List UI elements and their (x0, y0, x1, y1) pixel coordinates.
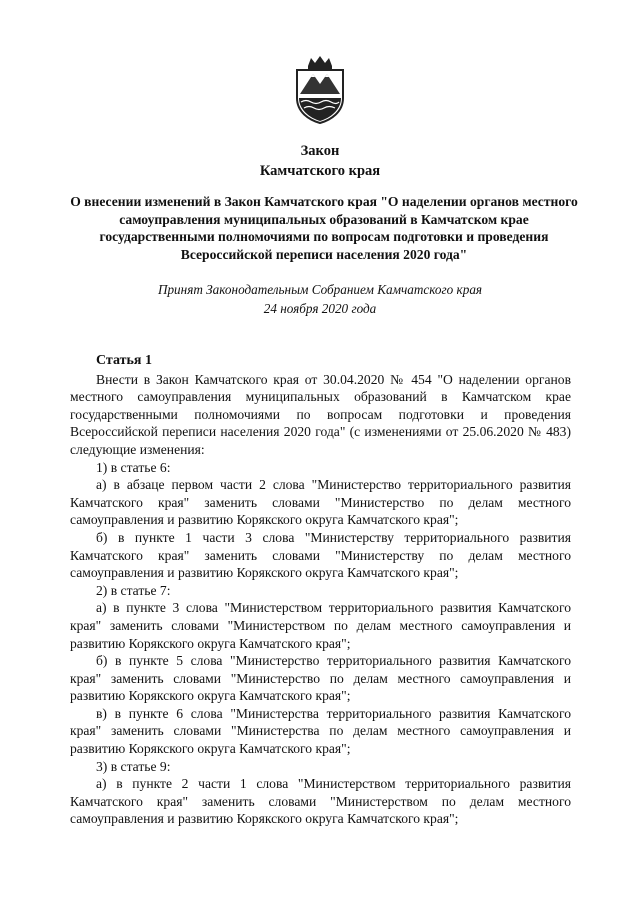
article-title: Статья 1 (96, 353, 152, 368)
law-title-line2: Камчатского края (259, 163, 381, 179)
law-heading: О внесении изменений в Закон Камчатского края "О наделении органов местного самоуправления муниципальных образований в Камчатском крае государственными полномочиями по вопросам подготовки и проведения Всероссийской переписи населения 2020 года" (70, 194, 578, 262)
paragraph: 1) в статье 6: (96, 459, 171, 475)
paragraph: а) в пункте 2 части 1 слова "Министерством территориального развития Камчатского края" заменить словами "Министерством по делам местного самоуправления и развитию Корякского округа Камчатского края"; (70, 776, 571, 827)
adopted-by: Принят Законодательным Собранием Камчатского края (157, 282, 483, 297)
paragraph: б) в пункте 1 части 3 слова "Министерству территориального развития Камчатского края" заменить словами "Министерству по делам местного самоуправления и развитию Корякского округа Камчатского края"; (70, 529, 571, 581)
coat-of-arms-icon (289, 54, 351, 124)
paragraph: а) в абзаце первом части 2 слова "Министерство территориального развития Камчатского края" заменить словами "Министерство по делам местного самоуправления и развитию Корякского округа Камчатского края"; (70, 477, 571, 528)
paragraph: 3) в статье 9: (96, 758, 171, 774)
law-title-line1: Закон (300, 143, 340, 159)
paragraph: в) в пункте 6 слова "Министерства территориального развития Камчатского края" заменить словами "Министерства по делам местного самоуправления и развитию Корякского округа Камчатского края"; (70, 705, 571, 757)
adoption-note (80, 281, 560, 318)
law-title (60, 141, 580, 181)
paragraph: Внести в Закон Камчатского края от 30.04.2020 № 454 "О наделении органов местного самоуправления муниципальных образований в Камчатском крае государственными полномочиями по вопросам подготовки и проведения Всероссийской переписи населения 2020 года" (с изменениями от 25.06.2020 № 483) следующие изменения: (70, 371, 571, 457)
paragraph: а) в пункте 3 слова "Министерством территориального развития Камчатского края" заменить словами "Министерством по делам местного самоуправления и развитию Корякского округа Камчатского края"; (70, 600, 571, 651)
law-body (70, 352, 571, 828)
paragraph: 2) в статье 7: (96, 582, 171, 598)
adopted-date: 24 ноября 2020 года (263, 300, 377, 316)
paragraph: б) в пункте 5 слова "Министерство территориального развития Камчатского края" заменить словами "Министерство по делам местного самоуправления и развитию Корякского округа Камчатского края"; (70, 653, 571, 704)
